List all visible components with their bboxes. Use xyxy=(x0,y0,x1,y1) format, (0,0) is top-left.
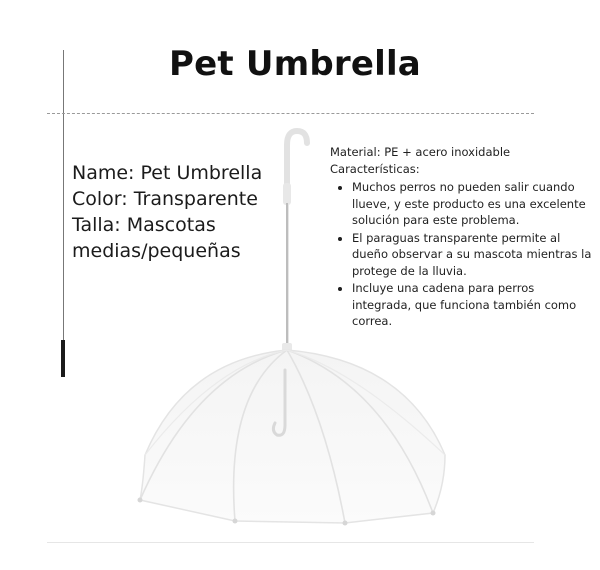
feature-item: • Muchos perros no pueden salir cuando llueve, y este producto es una excelente solución para este problema. xyxy=(352,179,595,229)
features-heading: Características: xyxy=(330,161,420,176)
spec-size-continued: medias/pequeñas xyxy=(72,240,241,262)
feature-item: • Incluye una cadena para perros integrada, que funciona también como correa. xyxy=(352,280,595,330)
vertical-divider xyxy=(63,50,64,342)
page-title: Pet Umbrella xyxy=(169,44,421,84)
vertical-accent-bar xyxy=(61,340,65,377)
spec-color: Color: Transparente xyxy=(72,188,258,210)
horizontal-dashed-divider xyxy=(47,113,534,114)
spec-name: Name: Pet Umbrella xyxy=(72,162,263,184)
product-specs xyxy=(72,160,292,264)
material-text: Material: PE + acero inoxidable xyxy=(330,145,511,159)
spec-size: Talla: Mascotas xyxy=(72,214,216,236)
features-list xyxy=(330,179,595,330)
bottom-divider xyxy=(47,542,534,543)
feature-item: • El paraguas transparente permite al dueño observar a su mascota mientras la protege de la lluvia. xyxy=(352,230,595,280)
product-description xyxy=(330,144,595,331)
